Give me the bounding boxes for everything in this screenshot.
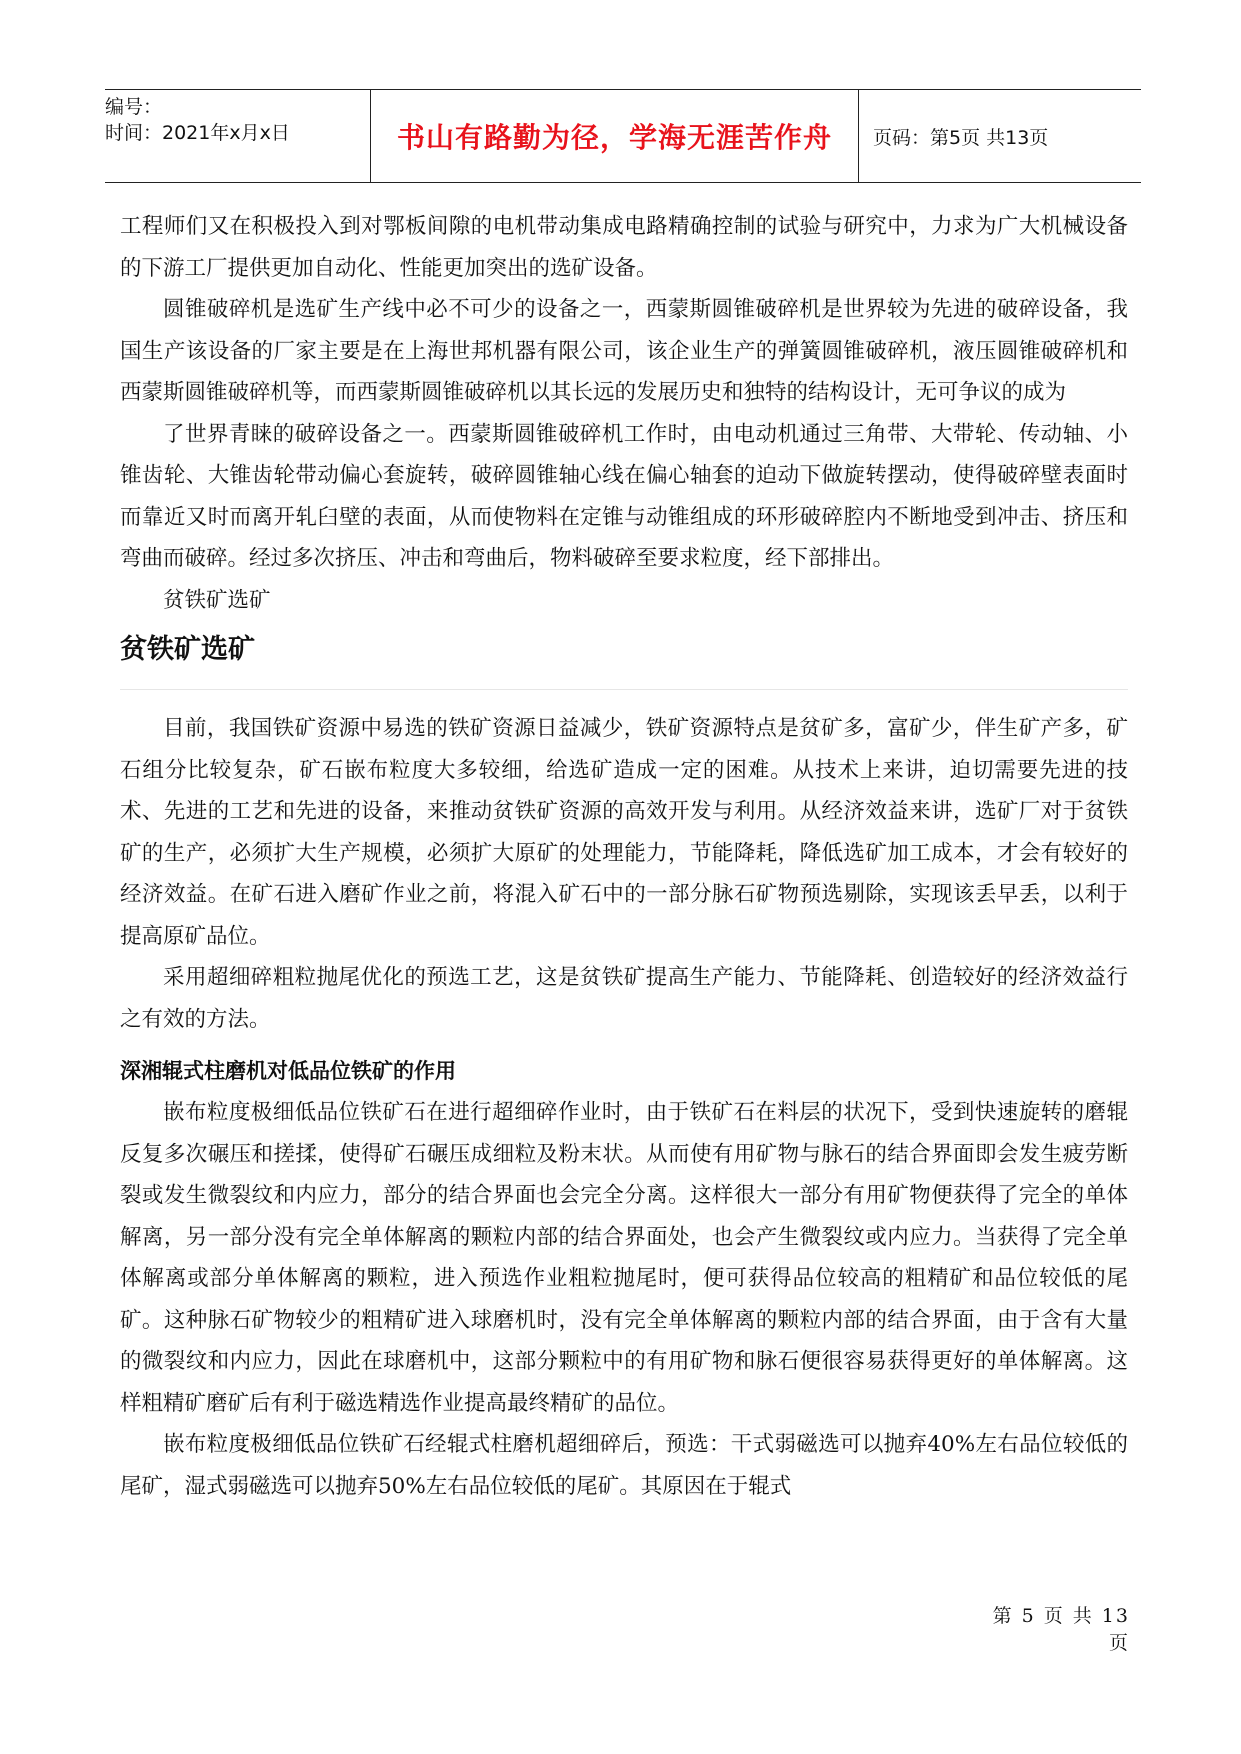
header-motto-cell	[370, 90, 859, 182]
section-heading-roller-mill: 深湘辊式柱磨机对低品位铁矿的作用	[120, 1059, 456, 1083]
document-body	[120, 206, 1128, 1507]
header-motto: 书山有路勤为径，学海无涯苦作舟	[396, 121, 832, 154]
header-right-cell	[859, 90, 1141, 182]
paragraph-continuation: 工程师们又在积极投入到对鄂板间隙的电机带动集成电路精确控制的试验与研究中，力求为广大机械设备的下游工厂提供更加自动化、性能更加突出的选矿设备。	[120, 214, 1128, 281]
section-heading-lean-iron-ore: 贫铁矿选矿	[120, 634, 255, 665]
paragraph-subtitle-text: 贫铁矿选矿	[163, 587, 271, 613]
header-page-label: 页码：第5页 共13页	[873, 126, 1049, 149]
paragraph-cone-crusher: 圆锥破碎机是选矿生产线中必不可少的设备之一，西蒙斯圆锥破碎机是世界较为先进的破碎设备，我国生产该设备的厂家主要是在上海世邦机器有限公司，该企业生产的弹簧圆锥破碎机，液压圆锥破碎机和西蒙斯圆锥破碎机等，而西蒙斯圆锥破碎机以其长远的发展历史和独特的结构设计，无可争议的成为	[120, 297, 1128, 405]
paragraph-magnetic-separation: 嵌布粒度极细低品位铁矿石经辊式柱磨机超细碎后，预选：干式弱磁选可以抛弃40%左右品位较低的尾矿，湿式弱磁选可以抛弃50%左右品位较低的尾矿。其原因在于辊式	[120, 1432, 1128, 1499]
document-number-label: 编号：	[105, 96, 163, 118]
document-time-label: 时间：2021年x月x日	[105, 122, 290, 144]
paragraph-iron-ore-status: 目前，我国铁矿资源中易选的铁矿资源日益减少，铁矿资源特点是贫矿多，富矿少，伴生矿产多，矿石组分比较复杂，矿石嵌布粒度大多较细，给选矿造成一定的困难。从技术上来讲，迫切需要先进的技术、先进的工艺和先进的设备，来推动贫铁矿资源的高效开发与利用。从经济效益来讲，选矿厂对于贫铁矿的生产，必须扩大生产规模，必须扩大原矿的处理能力，节能降耗，降低选矿加工成本，才会有较好的经济效益。在矿石进入磨矿作业之前，将混入矿石中的一部分脉石矿物预选剔除，实现该丢早丢，以利于提高原矿品位。	[120, 716, 1128, 949]
page-header	[105, 89, 1141, 183]
section-divider	[120, 689, 1128, 690]
page-footer: 第 5 页 共 13 页	[992, 1605, 1130, 1654]
paragraph-cone-crusher-working: 了世界青睐的破碎设备之一。西蒙斯圆锥破碎机工作时，由电动机通过三角带、大带轮、传动轴、小锥齿轮、大锥齿轮带动偏心套旋转，破碎圆锥轴心线在偏心轴套的迫动下做旋转摆动，使得破碎壁表面时而靠近又时而离开轧臼壁的表面，从而使物料在定锥与动锥组成的环形破碎腔内不断地受到冲击、挤压和弯曲而破碎。经过多次挤压、冲击和弯曲后，物料破碎至要求粒度，经下部排出。	[120, 421, 1128, 571]
paragraph-preselection-process: 采用超细碎粗粒抛尾优化的预选工艺，这是贫铁矿提高生产能力、节能降耗、创造较好的经济效益行之有效的方法。	[120, 965, 1128, 1032]
header-left-cell	[105, 90, 370, 182]
paragraph-roller-mill-effect: 嵌布粒度极细低品位铁矿石在进行超细碎作业时，由于铁矿石在料层的状况下，受到快速旋转的磨辊反复多次碾压和搓揉，使得矿石碾压成细粒及粉末状。从而使有用矿物与脉石的结合界面即会发生疲劳断裂或发生微裂纹和内应力，部分的结合界面也会完全分离。这样很大一部分有用矿物便获得了完全的单体解离，另一部分没有完全单体解离的颗粒内部的结合界面处，也会产生微裂纹或内应力。当获得了完全单体解离或部分单体解离的颗粒，进入预选作业粗粒抛尾时，便可获得品位较高的粗精矿和品位较低的尾矿。这种脉石矿物较少的粗精矿进入球磨机时，没有完全单体解离的颗粒内部的结合界面，由于含有大量的微裂纹和内应力，因此在球磨机中，这部分颗粒中的有用矿物和脉石便很容易获得更好的单体解离。这样粗精矿磨矿后有利于磁选精选作业提高最终精矿的品位。	[120, 1100, 1128, 1416]
